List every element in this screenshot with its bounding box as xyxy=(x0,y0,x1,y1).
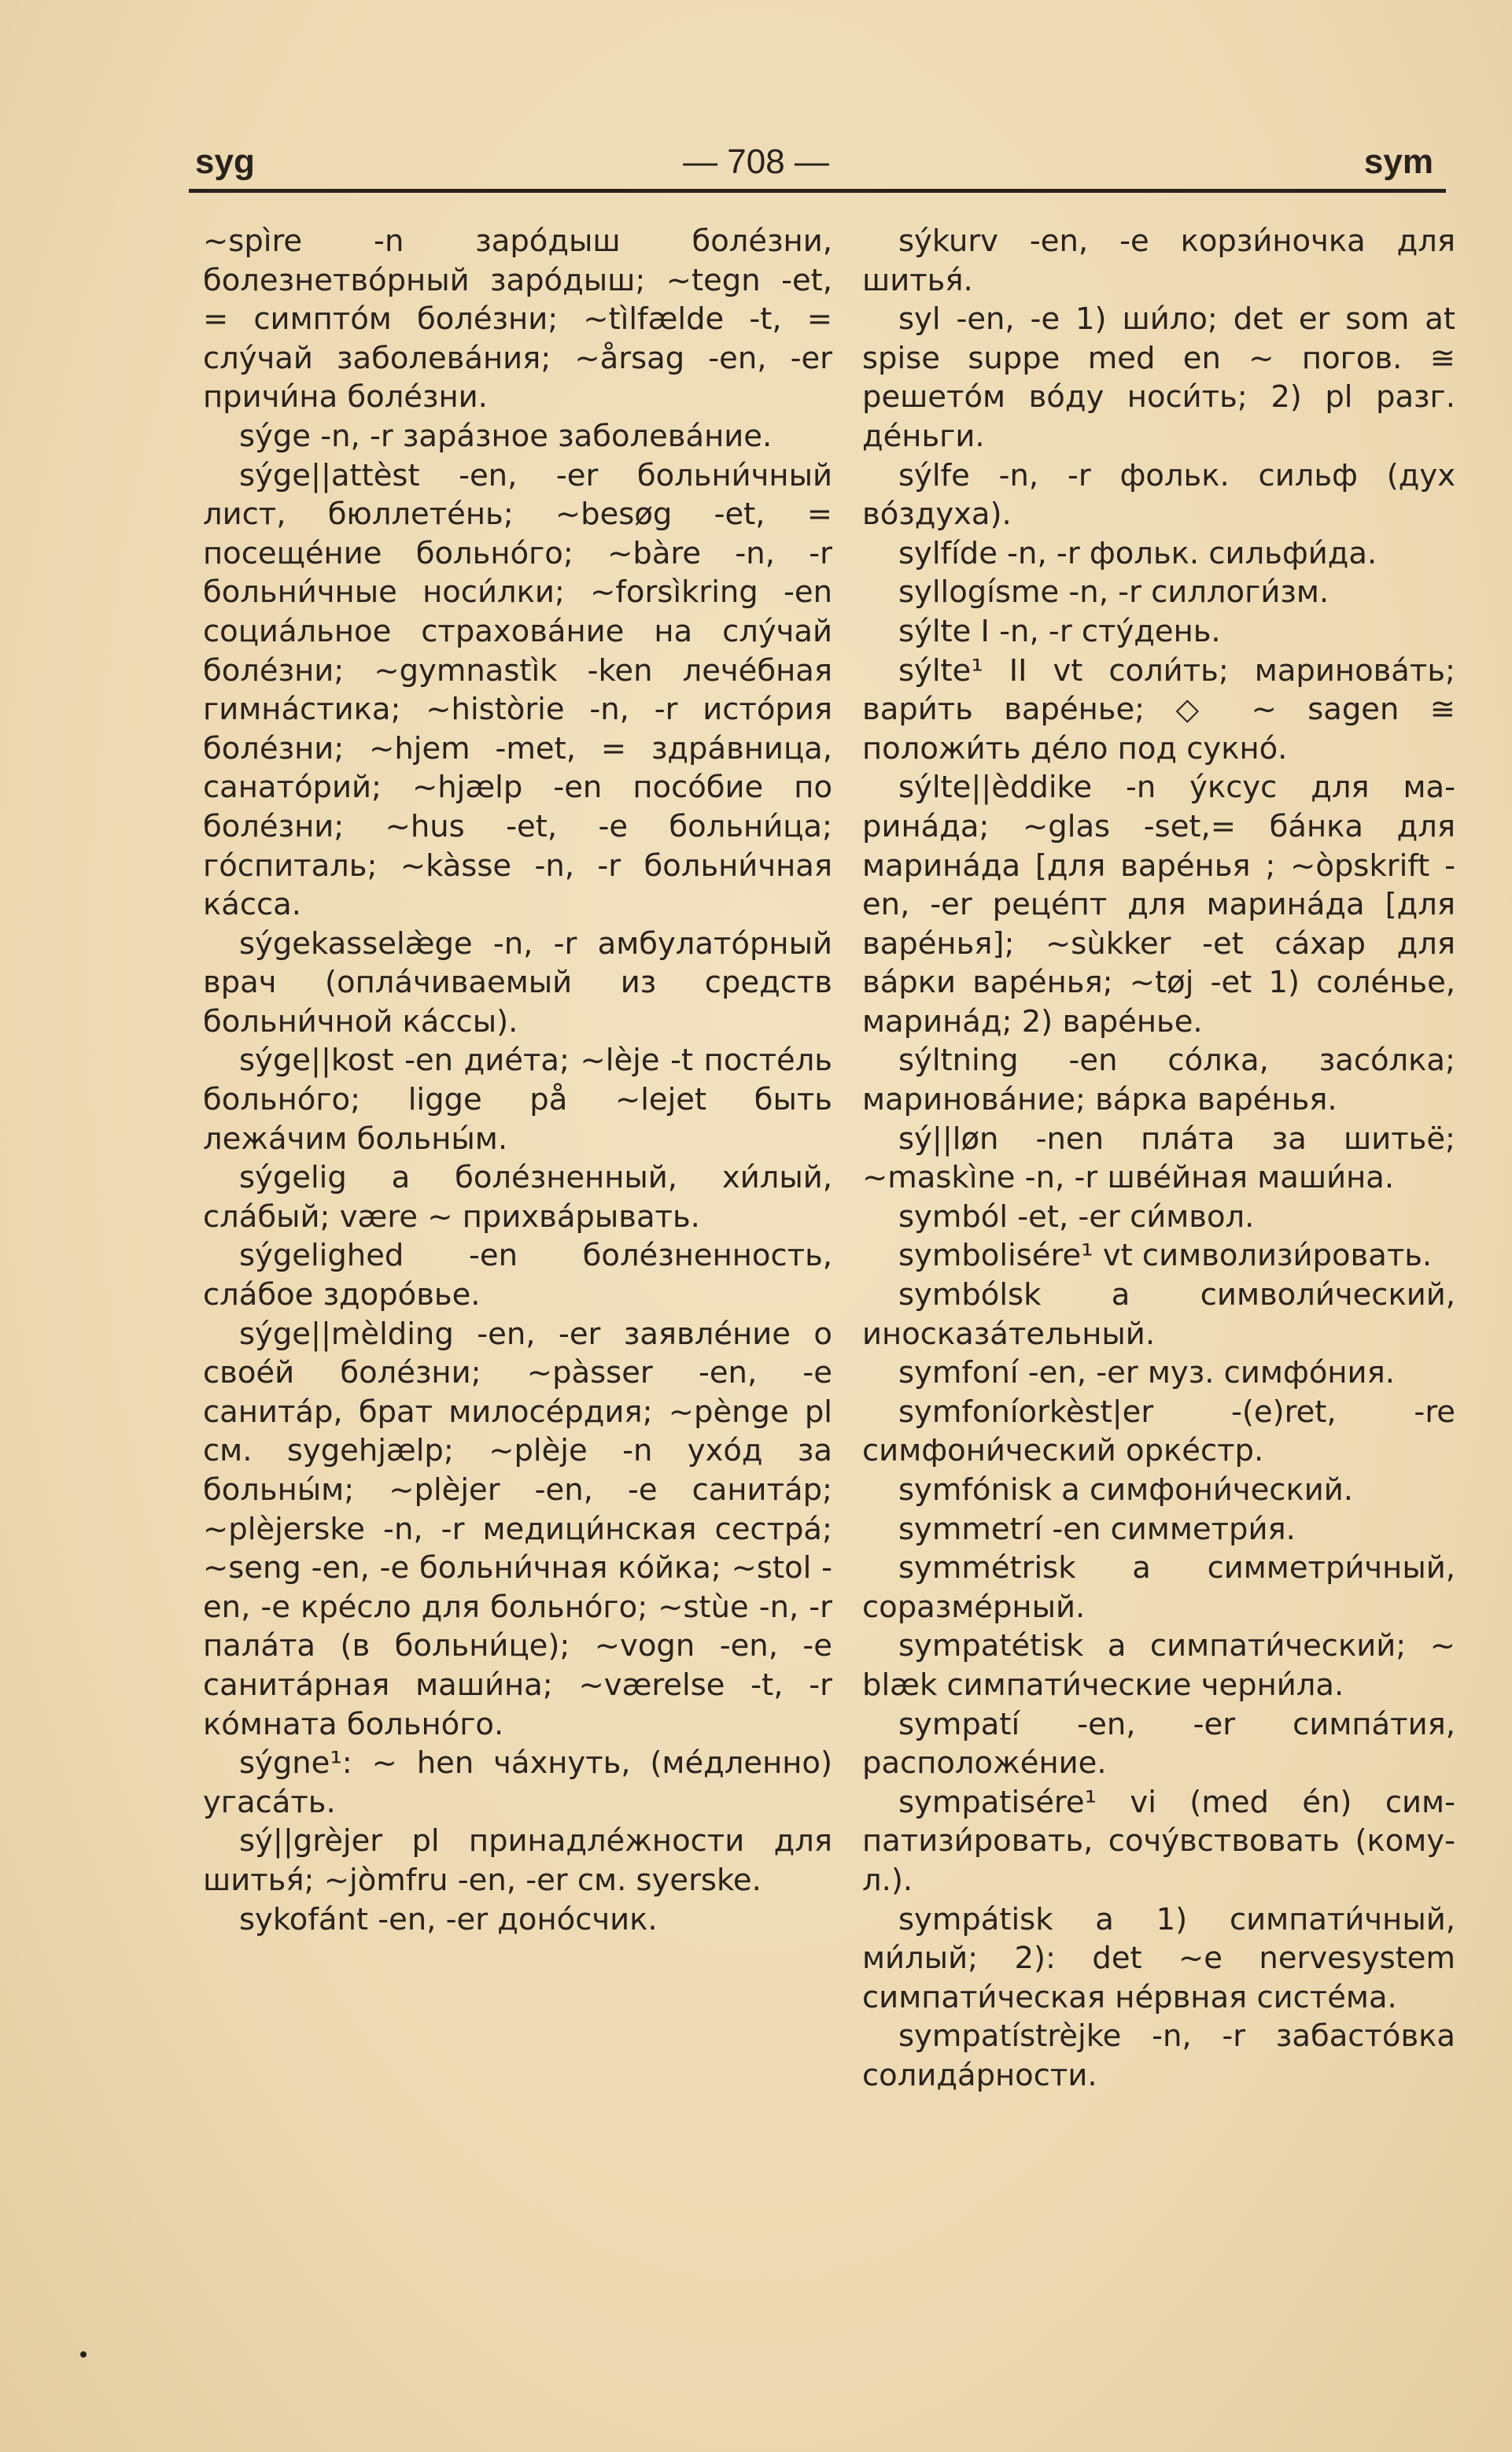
header-rule xyxy=(189,189,1446,193)
dictionary-entry: sýgekasselæ̀ge -n, -r амбулато́рный врач (опла́чиваемый из средств больни́чной ка́ссы). xyxy=(203,925,832,1040)
dictionary-entry: syl -en, -e 1) ши́ло; det er som at spise suppe med en ~ погов. ≅ решето́м во́ду носи́ть; 2) pl разг. де́ньги. xyxy=(862,301,1455,454)
page-number: — 708 — xyxy=(683,142,829,181)
dictionary-entry: ~spìre -n заро́дыш боле́зни, болезнетво́рный заро́дыш; ~tegn -et, = симпто́м боле́зни; ~tìlfælde -t, = слу́чай заболева́ния; ~årsag -en, -er причи́на боле́зни. xyxy=(203,223,832,415)
dictionary-entry: sympatétisk a симпати́ческий; ~ blæk симпати́ческие черни́ла. xyxy=(862,1628,1455,1703)
dictionary-entry: sympatístrèjke -n, -r забасто́вка солида́рности. xyxy=(862,2018,1455,2093)
dictionary-entry: symfoníorkèst|er -(e)ret, -re симфони́ческий орке́стр. xyxy=(862,1394,1455,1469)
dictionary-entry: symmétrisk a симметри́чный, соразме́рный. xyxy=(862,1550,1455,1625)
dictionary-entry: symmetrí -en симметри́я. xyxy=(898,1511,1296,1547)
dictionary-entry: sýgne¹: ~ hen ча́хнуть, (ме́дленно) угаса́ть. xyxy=(203,1745,832,1820)
dictionary-entry: sympátisk a 1) симпати́чный, ми́лый; 2): det ~e nervesystem симпати́ческая не́рвная систе́ма. xyxy=(862,1901,1455,2015)
ink-speck xyxy=(80,2351,87,2358)
dictionary-entry: symfónisk a симфони́ческий. xyxy=(898,1472,1354,1508)
dictionary-entry: symból -et, -er си́мвол. xyxy=(898,1198,1255,1235)
header-left-guide-word: syg xyxy=(195,142,255,181)
dictionary-entry: sykofánt -en, -er доно́счик. xyxy=(239,1901,658,1937)
dictionary-entry: sýlfe -n, -r фольк. сильф (дух во́здуха). xyxy=(862,457,1455,533)
dictionary-entry: symfoní -en, -er муз. симфо́ния. xyxy=(898,1355,1395,1391)
dictionary-entry: sý||løn -nen пла́та за шитьё; ~maskìne -n, -r шве́йная маши́на. xyxy=(862,1121,1455,1196)
dictionary-entry: sympatisére¹ vi (med én) симпатизи́ровать, сочу́вствовать (кому-л.). xyxy=(862,1784,1455,1898)
dictionary-entry: sýlte I -n, -r сту́день. xyxy=(898,613,1221,649)
dictionary-entry: sýkurv -en, -e корзи́ночка для шитья́. xyxy=(862,223,1455,298)
dictionary-entry: sýgelighed -en боле́зненность, сла́бое здоро́вье. xyxy=(203,1238,832,1313)
dictionary-entry: symbolisére¹ vt символизи́ровать. xyxy=(898,1238,1433,1274)
dictionary-entry: symbólsk a символи́ческий, иносказа́тельный. xyxy=(862,1277,1455,1352)
dictionary-entry: sýge||attèst -en, -er больни́чный лист, бюллете́нь; ~besøg -et, = посеще́ние больно́го; ~bàre -n, -r больни́чные носи́лки; ~forsìkring -en социа́льное страхова́ние на слу́чай боле́зни; ~gymnastìk -ken лече́бная гимна́стика; ~històrie -n, -r исто́рия боле́зни; ~hjem -met, = здра́вница, санато́рий; ~hjælp -en посо́бие по боле́зни; ~hus -et, -e больни́ца; го́спиталь; ~kàsse -n, -r больни́чная ка́сса. xyxy=(203,457,832,923)
dictionary-entry: sýlte¹ II vt соли́ть; маринова́ть; вари́ть варе́нье; ◇ ~ sagen ≅ положи́ть де́ло под сукно́. xyxy=(862,652,1455,766)
dictionary-entry: sýgelig a боле́зненный, хи́лый, сла́бый; være ~ прихва́рывать. xyxy=(203,1160,832,1235)
dictionary-entry: sý||grèjer pl принадле́жности для шитья́; ~jòmfru -en, -er см. syerske. xyxy=(203,1823,832,1898)
dictionary-entry: sýge -n, -r зара́зное заболева́ние. xyxy=(239,418,773,454)
dictionary-entry: sýge||mèlding -en, -er заявле́ние о свое́й боле́зни; ~pàsser -en, -e санита́р, брат милосе́рдия; ~pènge pl см. sygehjælp; ~plèje -n ухо́д за больны́м; ~plèjer -en, -e санита́р; ~plèjerske -n, -r медици́нская сестра́; ~seng -en, -e больни́чная ко́йка; ~stol -en, -e кре́сло для больно́го; ~stùe -n, -r пала́та (в больни́це); ~vogn -en, -e санита́рная маши́на; ~værelse -t, -r ко́мната больно́го. xyxy=(203,1316,832,1742)
dictionary-entry: sýge||kost -en дие́та; ~lèje -t посте́ль больно́го; ligge på ~lejet быть лежа́чим больны́м. xyxy=(203,1043,832,1157)
left-column xyxy=(203,222,832,1939)
dictionary-entry: sympatí -en, -er симпа́тия, расположе́ние. xyxy=(862,1706,1455,1782)
dictionary-entry: sýltning -en со́лка, засо́лка; маринова́ние; ва́рка варе́нья. xyxy=(862,1043,1455,1118)
dictionary-entry: sýlte||èddike -n у́ксус для марина́да; ~glas -set,= ба́нка для марина́да [для варе́нья ; ~òpskrift -en, -er реце́пт для марина́да [для варе́нья]; ~sùkker -et са́хар для ва́рки варе́нья; ~tøj -et 1) соле́нье, марина́д; 2) варе́нье. xyxy=(862,770,1455,1040)
dictionary-entry: syllogísme -n, -r силлоги́зм. xyxy=(898,574,1329,611)
header-right-guide-word: sym xyxy=(1363,142,1433,181)
right-column xyxy=(862,222,1455,2096)
dictionary-entry: sylfíde -n, -r фольк. сильфи́да. xyxy=(898,535,1377,571)
